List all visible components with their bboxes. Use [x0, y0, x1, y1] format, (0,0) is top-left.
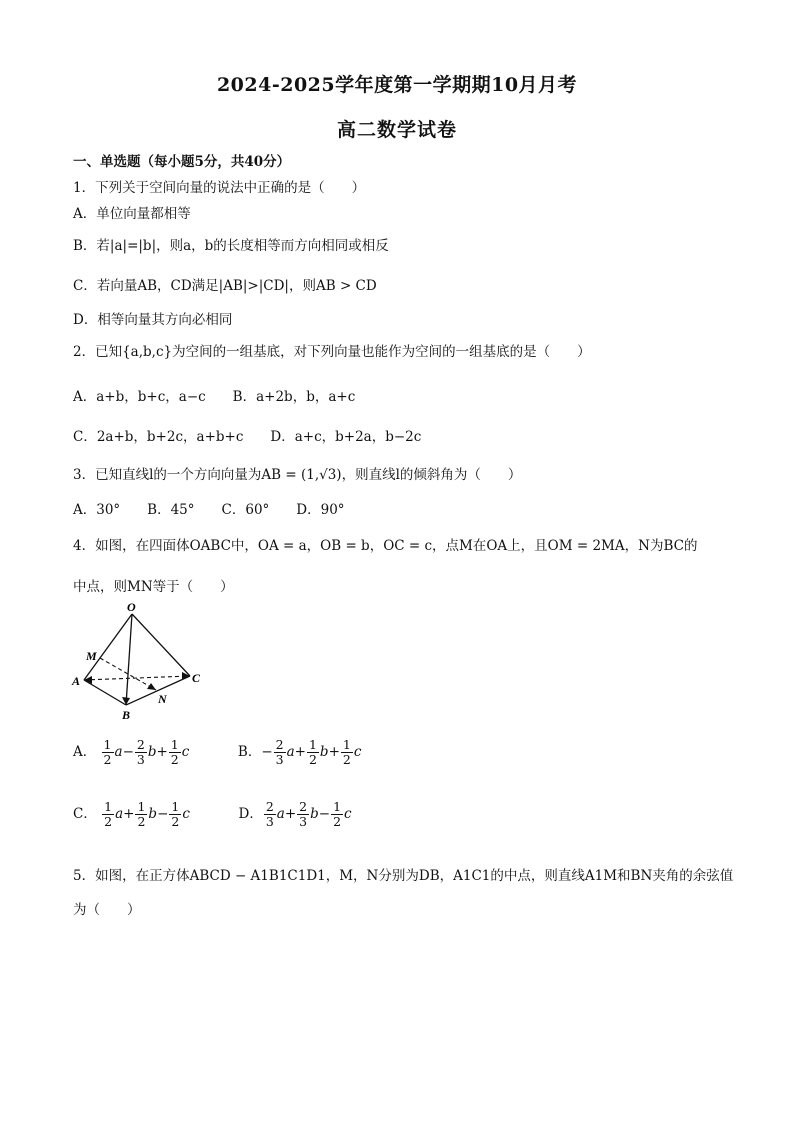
label-O: O — [127, 600, 136, 614]
q5-stem: 5．如图，在正方体ABCD − A1B1C1D1，M，N分别为DB，A1C1的中点，则直线A1M和BN夹角的余弦值 — [73, 868, 734, 884]
label-C: C — [192, 671, 201, 685]
fraction: $\frac{2}{3}$ — [265, 799, 274, 829]
tetrahedron-figure — [70, 600, 220, 725]
edge-OB — [126, 614, 132, 705]
q4-options-row2: C． $\frac{1}{2}$ a+ $\frac{1}{2}$ b− $\frac{1}{2}$ c D． $\frac{2}{3}$ a+ $\frac{2}{3}$ b− $\frac{1}{2}$ c — [73, 799, 352, 829]
label-M: M — [86, 649, 97, 663]
q1-option-d: D．相等向量其方向必相同 — [73, 312, 233, 328]
edge-OC — [132, 614, 190, 676]
label-N: N — [158, 692, 167, 706]
q1-option-a: A．单位向量都相等 — [73, 206, 191, 222]
q4-options-row1: A． $\frac{1}{2}$ a− $\frac{2}{3}$ b+ $\frac{1}{2}$ c B．− $\frac{2}{3}$ a+ $\frac{1}{2}$ b+ $\frac{1}{2}$ c — [73, 737, 362, 767]
q4-option-c-label: C． — [73, 806, 97, 822]
arrow-c-icon — [182, 672, 190, 680]
q3-stem: 3．已知直线l的一个方向向量为AB = (1,√3)，则直线l的倾斜角为（ ） — [73, 467, 522, 483]
fraction: $\frac{2}{3}$ — [299, 799, 308, 829]
fraction: $\frac{1}{2}$ — [103, 737, 112, 767]
label-A: A — [72, 674, 81, 688]
q2-options-row1: A．a+b，b+c，a−c B．a+2b，b，a+c — [73, 389, 356, 405]
exam-title: 2024-2025学年度第一学期期10月月考 — [216, 74, 578, 96]
fraction: $\frac{2}{3}$ — [275, 737, 284, 767]
edge-OA — [84, 614, 132, 680]
q4-option-b-label: B．− — [237, 744, 273, 760]
section-heading: 一、单选题（每小题5分，共40分） — [73, 154, 291, 170]
q5-stem-cont: 为（ ） — [73, 902, 141, 918]
exam-subtitle: 高二数学试卷 — [336, 119, 457, 141]
q4-stem-cont: 中点，则MN等于（ ） — [73, 579, 234, 595]
q4-stem: 4．如图，在四面体OABC中，OA = a，OB = b，OC = c，点M在OA上，且OM = 2MA，N为BC的 — [73, 538, 698, 554]
fraction: $\frac{1}{2}$ — [308, 737, 317, 767]
q2-stem: 2．已知{a,b,c}为空间的一组基底，对下列向量也能作为空间的一组基底的是（ ） — [73, 344, 591, 360]
q2-options-row2: C．2a+b，b+2c，a+b+c D．a+c，b+2a，b−2c — [73, 429, 422, 445]
fraction: $\frac{1}{2}$ — [137, 799, 146, 829]
arrow-n-icon — [147, 683, 156, 690]
q1-stem: 1．下列关于空间向量的说法中正确的是（ ） — [73, 180, 366, 196]
q1-option-b: B．若|a|=|b|，则a，b的长度相等而方向相同或相反 — [73, 238, 389, 254]
q3-options: A．30° B．45° C．60° D．90° — [73, 502, 345, 518]
label-B: B — [122, 708, 131, 722]
q4-option-d-label: D． — [238, 806, 263, 822]
edge-AB — [84, 680, 126, 705]
fraction: $\frac{1}{2}$ — [342, 737, 351, 767]
fraction: $\frac{1}{2}$ — [333, 799, 342, 829]
fraction: $\frac{1}{2}$ — [171, 799, 180, 829]
fraction: $\frac{1}{2}$ — [104, 799, 113, 829]
q1-option-c: C．若向量AB，CD满足|AB|>|CD|，则AB > CD — [73, 278, 377, 294]
fraction: $\frac{2}{3}$ — [136, 737, 145, 767]
q4-option-a-label: A． — [73, 744, 97, 760]
fraction: $\frac{1}{2}$ — [170, 737, 179, 767]
